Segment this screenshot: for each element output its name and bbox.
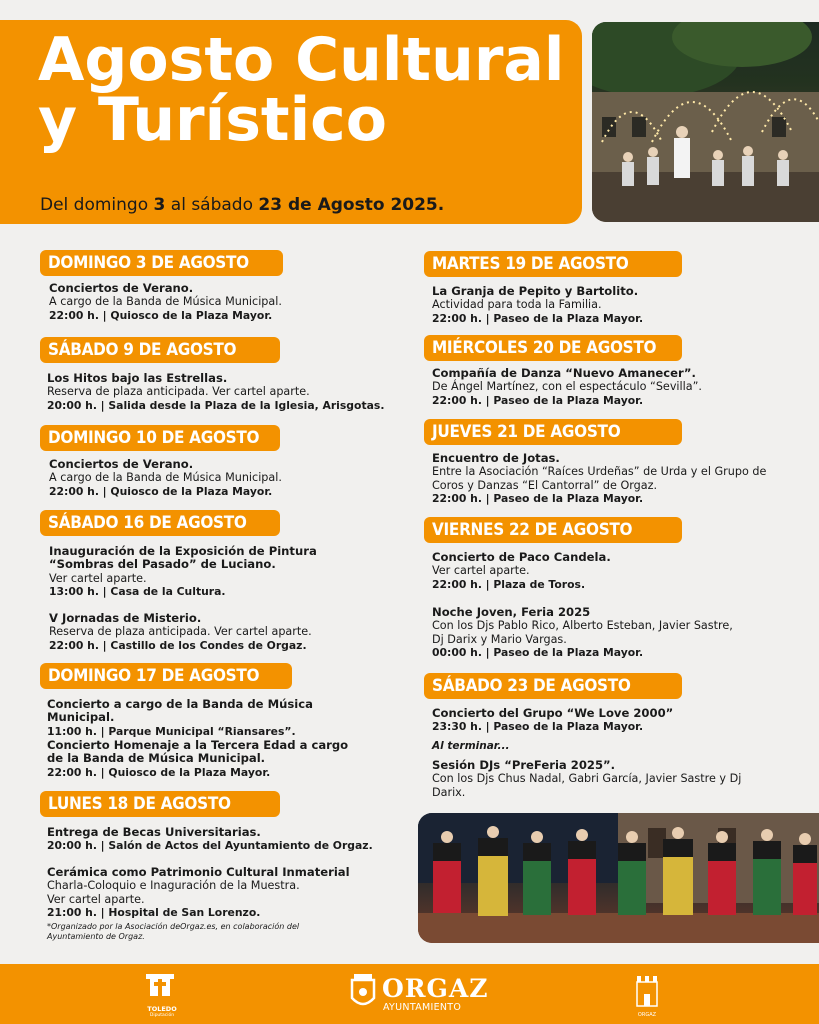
event-item (47, 865, 350, 920)
event-item (49, 612, 389, 652)
title-line-1: Agosto Cultural (38, 25, 565, 95)
event-title: Encuentro de Jotas. (432, 451, 560, 465)
day-banner-domingo-3: DOMINGO 3 DE AGOSTO (40, 250, 283, 276)
organizer-note: *Organizado por la Asociación deOrgaz.es, en colaboración del Ayuntamiento de Orgaz. (47, 922, 300, 941)
event-description: A cargo de la Banda de Música Municipal. (49, 295, 282, 309)
event-time: 22:00 h. (432, 393, 482, 407)
event-description: Reserva de plaza anticipada. Ver cartel aparte. (49, 625, 312, 639)
event-item (432, 367, 792, 407)
toledo-label: TOLEDO (147, 1005, 177, 1013)
orgaz-sub: AYUNTAMIENTO (383, 1002, 462, 1013)
date-range (40, 195, 444, 215)
event-item (432, 452, 792, 506)
event-when-where: 22:00 h. | Paseo de la Plaza Mayor. (432, 492, 644, 506)
event-when-where: 22:00 h. | Quiosco de la Plaza Mayor. (47, 765, 271, 779)
orgaz-castle-logo (633, 972, 661, 1016)
event-place: Salón de Actos del Ayuntamiento de Orgaz. (108, 839, 373, 853)
event-description: Ver cartel aparte. (49, 571, 147, 585)
event-time: 20:00 h. (47, 398, 97, 412)
event-title: Concierto de Paco Candela. (432, 550, 611, 564)
event-item (432, 759, 772, 799)
event-when-where: 22:00 h. | Quiosco de la Plaza Mayor. (49, 308, 273, 322)
event-place: Paseo de la Plaza Mayor. (493, 311, 644, 325)
event-title: Concierto a cargo de la Banda de Música Municipal. (47, 697, 313, 725)
event-place: Quiosco de la Plaza Mayor. (108, 765, 271, 779)
event-title: Al terminar... (432, 740, 510, 752)
event-title: Conciertos de Verano. (49, 457, 194, 471)
event-description: Entre la Asociación “Raíces Urdeñas” de Urda y el Grupo de Coros y Danzas “El Cantorral” de Orgaz. (432, 465, 767, 492)
event-when-where: 22:00 h. | Quiosco de la Plaza Mayor. (49, 484, 273, 498)
event-when-where: 20:00 h. | Salida desde la Plaza de la Iglesia, Arisgotas. (47, 398, 385, 412)
event-title: La Granja de Pepito y Bartolito. (432, 284, 639, 298)
event-title: Los Hitos bajo las Estrellas. (47, 371, 228, 385)
event-place: Quiosco de la Plaza Mayor. (110, 484, 273, 498)
event-when-where: 22:00 h. | Castillo de los Condes de Orgaz. (49, 638, 307, 652)
event-place: Plaza de Toros. (493, 577, 586, 591)
event-description: Ver cartel aparte. (432, 564, 530, 578)
event-description: De Ángel Martínez, con el espectáculo “Sevilla”. (432, 380, 702, 394)
event-when-where: 23:30 h. | Paseo de la Plaza Mayor. (432, 720, 644, 734)
event-when-where: 11:00 h. | Parque Municipal “Riansares”. (47, 724, 296, 738)
event-title: Conciertos de Verano. (49, 281, 194, 295)
subtitle-mid: al sábado (165, 195, 259, 215)
subtitle-pre: Del domingo (40, 195, 154, 215)
event-time: 22:00 h. (49, 308, 99, 322)
event-time: 21:00 h. (47, 906, 97, 920)
event-place: Salida desde la Plaza de la Iglesia, Arisgotas. (108, 398, 385, 412)
event-item (47, 372, 392, 412)
event-description: Reserva de plaza anticipada. Ver cartel aparte. (47, 385, 310, 399)
day-banner-martes-19: MARTES 19 DE AGOSTO (424, 251, 682, 277)
event-description: Con los Djs Chus Nadal, Gabri García, Javier Sastre y Dj Darix. (432, 772, 742, 799)
event-place: Paseo de la Plaza Mayor. (493, 393, 644, 407)
event-item (432, 740, 792, 753)
event-place: Paseo de la Plaza Mayor. (493, 720, 644, 734)
toledo-sub: Diputación (149, 1013, 175, 1018)
toledo-diputacion-logo (140, 972, 184, 1016)
event-title: Noche Joven, Feria 2025 (432, 605, 591, 619)
event-item (432, 551, 792, 591)
event-time: 20:00 h. (47, 839, 97, 853)
page-title (38, 25, 568, 155)
event-title: Cerámica como Patrimonio Cultural Inmaterial (47, 865, 350, 879)
event-place: Hospital de San Lorenzo. (108, 906, 261, 920)
day-banner-sabado-9: SÁBADO 9 DE AGOSTO (40, 337, 280, 363)
event-item (47, 826, 387, 853)
title-line-2: y Turístico (38, 85, 387, 155)
day-banner-miercoles-20: MIÉRCOLES 20 DE AGOSTO (424, 335, 682, 361)
event-when-where: 00:00 h. | Paseo de la Plaza Mayor. (432, 646, 644, 660)
subtitle-date2: 23 de Agosto 2025. (258, 195, 445, 215)
event-item (47, 739, 367, 779)
event-item (49, 458, 389, 498)
event-time: 11:00 h. (47, 724, 97, 738)
event-title: Compañía de Danza “Nuevo Amanecer”. (432, 366, 696, 380)
day-banner-viernes-22: VIERNES 22 DE AGOSTO (424, 517, 682, 543)
band-concert-photo (592, 22, 819, 222)
event-item (432, 285, 792, 325)
event-item (432, 606, 742, 660)
event-title: V Jornadas de Misterio. (49, 611, 202, 625)
event-item (47, 698, 367, 738)
orgaz-castle-label: ORGAZ (637, 1012, 657, 1018)
event-time: 22:00 h. (432, 492, 482, 506)
event-when-where: 22:00 h. | Paseo de la Plaza Mayor. (432, 393, 644, 407)
event-time: 22:00 h. (432, 311, 482, 325)
event-time: 23:30 h. (432, 720, 482, 734)
event-place: Paseo de la Plaza Mayor. (493, 646, 644, 660)
event-title: Sesión DJs “PreFeria 2025”. (432, 758, 616, 772)
event-when-where: 21:00 h. | Hospital de San Lorenzo. (47, 906, 261, 920)
event-place: Castillo de los Condes de Orgaz. (110, 638, 307, 652)
subtitle-day1: 3 (153, 195, 166, 215)
event-description: Con los Djs Pablo Rico, Alberto Esteban, Javier Sastre, Dj Darix y Mario Vargas. (432, 619, 733, 646)
event-place: Casa de la Cultura. (110, 585, 226, 599)
day-banner-lunes-18: LUNES 18 DE AGOSTO (40, 791, 280, 817)
event-item (49, 282, 389, 322)
event-description: Charla-Coloquio e Inaguración de la Muestra. Ver cartel aparte. (47, 879, 300, 906)
day-banner-jueves-21: JUEVES 21 DE AGOSTO (424, 419, 682, 445)
event-title: Concierto del Grupo “We Love 2000” (432, 706, 674, 720)
event-place: Parque Municipal “Riansares”. (108, 724, 296, 738)
event-item (432, 707, 792, 734)
event-time: 00:00 h. (432, 646, 482, 660)
event-when-where: 13:00 h. | Casa de la Cultura. (49, 585, 226, 599)
event-description: A cargo de la Banda de Música Municipal. (49, 471, 282, 485)
event-when-where: 20:00 h. | Salón de Actos del Ayuntamiento de Orgaz. (47, 839, 373, 853)
day-banner-domingo-10: DOMINGO 10 DE AGOSTO (40, 425, 280, 451)
event-when-where: 22:00 h. | Plaza de Toros. (432, 577, 586, 591)
event-description: Actividad para toda la Familia. (432, 298, 602, 312)
day-banner-domingo-17: DOMINGO 17 DE AGOSTO (40, 663, 292, 689)
event-when-where: 22:00 h. | Paseo de la Plaza Mayor. (432, 311, 644, 325)
event-time: 13:00 h. (49, 585, 99, 599)
event-time: 22:00 h. (432, 577, 482, 591)
event-item (49, 545, 374, 599)
day-banner-sabado-16: SÁBADO 16 DE AGOSTO (40, 510, 280, 536)
event-title: Concierto Homenaje a la Tercera Edad a cargo de la Banda de Música Municipal. (47, 738, 349, 766)
event-time: 22:00 h. (49, 638, 99, 652)
event-place: Quiosco de la Plaza Mayor. (110, 308, 273, 322)
event-time: 22:00 h. (47, 765, 97, 779)
event-title: Inauguración de la Exposición de Pintura “Sombras del Pasado” de Luciano. (49, 544, 317, 572)
folk-dance-photo (418, 813, 819, 943)
day-banner-sabado-23: SÁBADO 23 DE AGOSTO (424, 673, 682, 699)
event-place: Paseo de la Plaza Mayor. (493, 492, 644, 506)
orgaz-name: ORGAZ (382, 974, 489, 1003)
event-title: Entrega de Becas Universitarias. (47, 825, 261, 839)
event-time: 22:00 h. (49, 484, 99, 498)
